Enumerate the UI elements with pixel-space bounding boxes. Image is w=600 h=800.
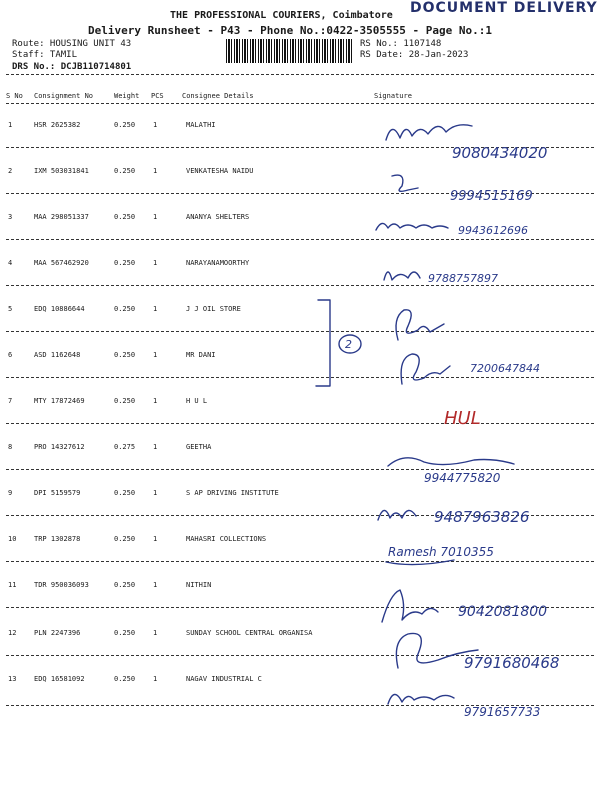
row-weight: 0.250 [114,121,136,129]
document-title: THE PROFESSIONAL COURIERS, Coimbatore [170,10,393,21]
row-weight: 0.250 [114,305,136,313]
row-sno: 10 [8,535,17,543]
row-consignment: PLN 2247396 [34,629,81,637]
row-pcs: 1 [153,629,158,637]
signature-phone: 9788757897 [428,272,498,285]
row-consignee: H U L [186,397,208,405]
row-consignee: MAHASRI COLLECTIONS [186,535,267,543]
signature-phone: 9042081800 [458,604,548,620]
row-sno: 12 [8,629,17,637]
row-sno: 3 [8,213,13,221]
signature-phone: 9080434020 [452,144,548,162]
row-weight: 0.250 [114,167,136,175]
row-pcs: 1 [153,581,158,589]
row-weight: 0.250 [114,351,136,359]
row-sno: 11 [8,581,17,589]
row-sno: 9 [8,489,13,497]
row-consignment: MAA 298051337 [34,213,89,221]
row-pcs: 1 [153,121,158,129]
signature-phone: 9791680468 [464,654,560,672]
row-consignment: IXM 503031841 [34,167,89,175]
row-divider [6,331,594,332]
row-consignment: PRO 14327612 [34,443,85,451]
signature-phone: 9791657733 [464,705,541,719]
row-pcs: 1 [153,535,158,543]
signature-phone: 9944775820 [424,471,501,485]
barcode [226,39,352,63]
row-consignee: J J OIL STORE [186,305,241,313]
row-consignment: MTY 17872469 [34,397,85,405]
header-bottom-divider [6,103,594,104]
column-header-consignment: Consignment No [34,92,94,100]
row-consignee: MALATHI [186,121,216,129]
rs-number: RS No.: 1107148 [360,39,442,49]
column-header-weight: Weight [114,92,140,100]
row-sno: 2 [8,167,13,175]
runsheet-subtitle: Delivery Runsheet - P43 - Phone No.:0422-3505555 - Page No.:1 [88,24,492,37]
row-consignee: S AP DRIVING INSTITUTE [186,489,279,497]
row-weight: 0.250 [114,259,136,267]
signature-phone: 9994515169 [450,189,533,204]
row-weight: 0.275 [114,443,136,451]
column-header-signature: Signature [374,92,412,100]
signature-row-5 [388,304,478,344]
row-sno: 8 [8,443,13,451]
row-pcs: 1 [153,443,158,451]
group-bracket-mark [316,296,376,392]
row-consignee: NITHIN [186,581,212,589]
row-pcs: 1 [153,351,158,359]
row-sno: 13 [8,675,17,683]
row-pcs: 1 [153,397,158,405]
signature-row-12 [388,620,594,676]
row-consignee: MR DANI [186,351,216,359]
row-weight: 0.250 [114,213,136,221]
row-consignee: ANANYA SHELTERS [186,213,250,221]
signature-row-2 [388,170,588,210]
row-consignee: NAGAV INDUSTRIAL C [186,675,262,683]
signature-row-8 [384,452,584,492]
row-sno: 4 [8,259,13,267]
row-consignment: TDR 950036093 [34,581,89,589]
rs-date: RS Date: 28-Jan-2023 [360,50,469,60]
signature-row-10 [384,538,544,584]
signature-row-1 [382,110,592,165]
row-consignment: ASD 1162648 [34,351,81,359]
row-pcs: 1 [153,213,158,221]
row-sno: 1 [8,121,13,129]
row-weight: 0.250 [114,581,136,589]
row-pcs: 1 [153,167,158,175]
column-header-sno: S No [6,92,23,100]
row-consignment: DPI 5159579 [34,489,81,497]
row-pcs: 1 [153,489,158,497]
signature-phone: 9943612696 [458,224,528,237]
row-weight: 0.250 [114,397,136,405]
signature-row-7 [434,404,494,430]
signature-phone: 7200647844 [470,362,540,375]
row-pcs: 1 [153,675,158,683]
row-sno: 5 [8,305,13,313]
row-sno: 6 [8,351,13,359]
row-weight: 0.250 [114,675,136,683]
signature-row-13 [384,680,590,726]
signature-phone: 9487963826 [434,508,530,526]
signature-text: Ramesh 7010355 [388,545,494,559]
row-weight: 0.250 [114,489,136,497]
row-weight: 0.250 [114,629,136,637]
row-consignee: GEETHA [186,443,212,451]
row-consignee: VENKATESHA NAIDU [186,167,254,175]
row-consignment: MAA 567462920 [34,259,89,267]
row-consignee: SUNDAY SCHOOL CENTRAL ORGANISA [186,629,313,637]
column-header-consignee: Consignee Details [182,92,254,100]
route-label: Route: HOUSING UNIT 43 [12,39,132,49]
group-count-label: 2 [345,338,352,351]
signature-row-3 [374,214,584,244]
row-pcs: 1 [153,259,158,267]
signature-row-4 [380,260,580,292]
row-consignment: EDQ 10886644 [34,305,85,313]
row-consignee: NARAYANAMOORTHY [186,259,250,267]
row-consignment: EDQ 16581092 [34,675,85,683]
signature-text: HUL [444,408,481,429]
drs-number: DRS No.: DCJB110714801 [12,62,132,72]
header-divider [6,74,594,75]
row-weight: 0.250 [114,535,136,543]
column-header-pcs: PCS [151,92,164,100]
row-consignment: HSR 2625382 [34,121,81,129]
row-pcs: 1 [153,305,158,313]
signature-row-6 [396,344,586,390]
row-divider [6,423,594,424]
signature-row-9 [374,494,584,530]
document-delivery-stamp: DOCUMENT DELIVERY [410,0,598,16]
staff-label: Staff: TAMIL [12,50,78,60]
row-consignment: TRP 1302878 [34,535,81,543]
row-sno: 7 [8,397,13,405]
